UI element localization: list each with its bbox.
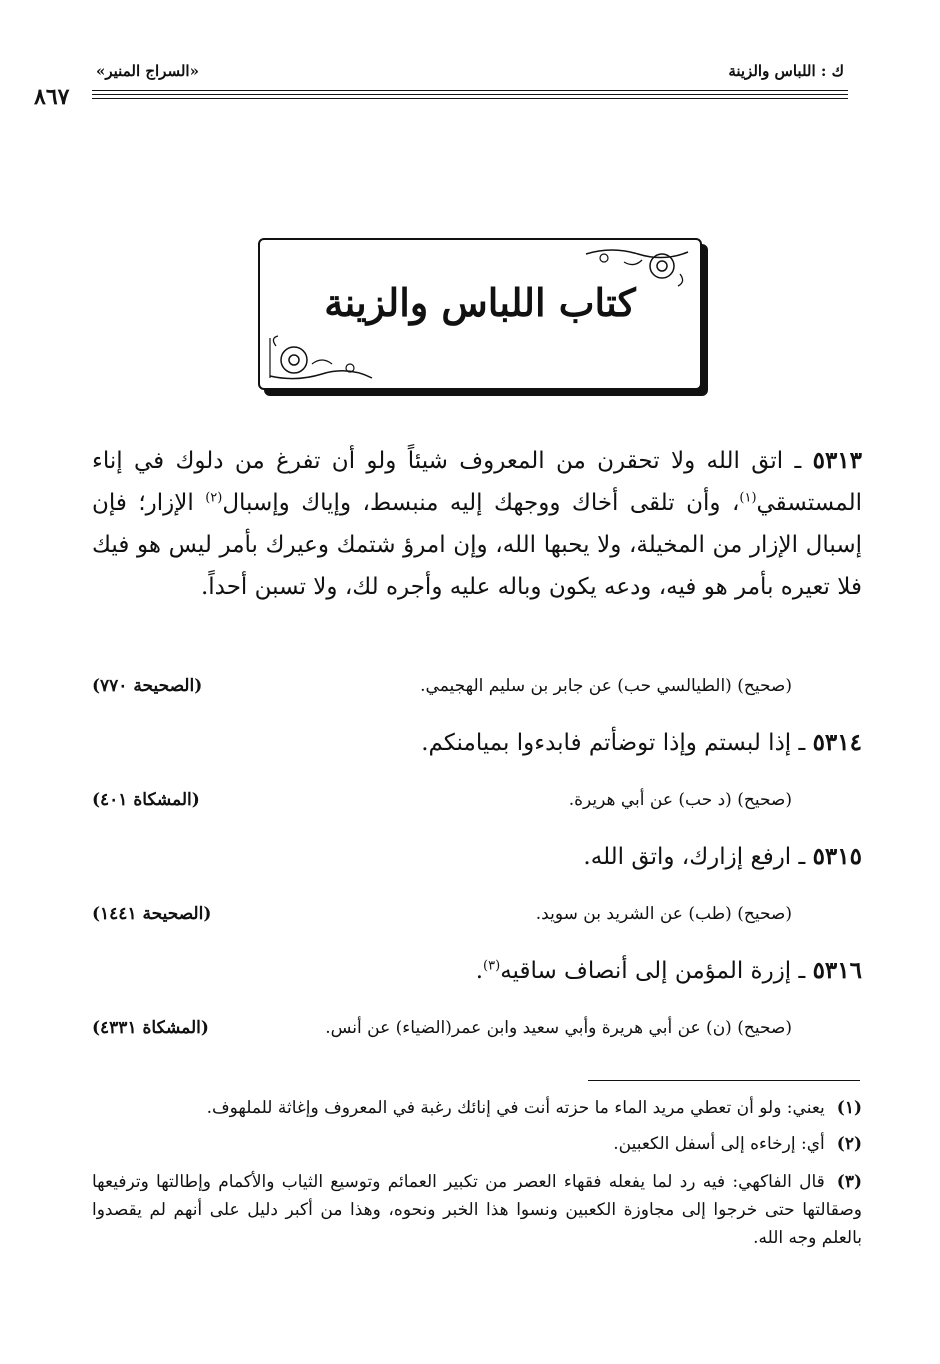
running-header-book-title: «السراج المنير»: [96, 62, 199, 80]
hadith-text: إزرة المؤمن إلى أنصاف ساقيه: [500, 958, 792, 984]
footnote-text: يعني: ولو أن تعطي مريد الماء ما حزته أنت في إنائك رغبة في المعروف وإغاثة للملهوف.: [206, 1098, 825, 1118]
header-rule: [92, 94, 848, 95]
footnote-text: أي: إرخاءه إلى أسفل الكعبين.: [613, 1134, 825, 1154]
header-rule: [92, 98, 848, 99]
hadith-reference: (الصحيحة ٧٧٠): [92, 676, 203, 696]
hadith-source: (صحيح) (طب) عن الشريد بن سويد.: [535, 904, 792, 924]
hadith-number: ٥٣١٣: [812, 447, 863, 474]
hadith-text: إذا لبستم وإذا توضأتم فابدءوا بميامنكم.: [421, 730, 792, 756]
floral-ornament-icon: [266, 334, 376, 384]
hadith-text: ، وأن تلقى أخاك ووجهك إليه منبسط، وإياك وإسبال: [222, 490, 740, 516]
hadith-source: (صحيح) (ن) عن أبي هريرة وأبي سعيد وابن عمر(الضياء) عن أنس.: [325, 1018, 792, 1038]
hadith-number: ٥٣١٥: [812, 843, 862, 870]
header-rule: [92, 90, 848, 91]
hadith-source-row: [92, 790, 792, 820]
chapter-title-box: [258, 238, 702, 390]
footnote-text: قال الفاكهي: فيه رد لما يفعله فقهاء العصر من تكبير العمائم وتوسيع الثياب والأكمام وإطالتها وترفيعها وصقالتها حتى خرجوا إلى مجاوزة الكعبين ونسوا هذا الخبر ونحوه، وهذا من أكبر دليل على أنهم لم يقصدوا بالعلم وجه الله.: [92, 1172, 862, 1248]
hadith-source-row: [92, 1018, 792, 1048]
footnote-marker: (١): [739, 490, 757, 506]
hadith-number: ٥٣١٤: [812, 729, 862, 756]
footnote-2: [92, 1130, 862, 1158]
footnote-number: (١): [836, 1098, 862, 1118]
footnote-3: [92, 1168, 862, 1252]
hadith-text: الإزار؛ فإن إسبال الإزار من المخيلة، ولا يحبها الله، وإن امرؤ شتمك وعيرك بأمر ليس هو فيك فلا تعيره بأمر هو فيه، ودعه يكون وباله عليه وأجره لك، ولا تسبن أحداً.: [92, 490, 862, 600]
chapter-title: كتاب اللباس والزينة: [324, 280, 636, 325]
footnote-number: (٢): [836, 1134, 862, 1154]
footnote-marker: (٣): [483, 958, 501, 974]
hadith-reference: (المشكاة ٤٣٣١): [92, 1018, 209, 1038]
hadith-number: ٥٣١٦: [812, 957, 862, 984]
footnote-1: [92, 1094, 862, 1122]
hadith-source: (صحيح) (الطيالسي حب) عن جابر بن سليم الهجيمي.: [420, 676, 792, 696]
hadith-5316: ٥٣١٦ ـ إزرة المؤمن إلى أنصاف ساقيه$^{(٣)}$.: [475, 957, 862, 984]
hadith-source-row: [92, 904, 792, 934]
hadith-5315: ٥٣١٥ ـ ارفع إزارك، واتق الله.: [583, 843, 862, 870]
hadith-source: (صحيح) (د حب) عن أبي هريرة.: [568, 790, 792, 810]
hadith-text: ارفع إزارك، واتق الله.: [583, 844, 792, 870]
footnote-marker: (٢): [205, 490, 223, 506]
hadith-source-row: [92, 676, 792, 706]
footnote-number: (٣): [836, 1172, 862, 1192]
hadith-5314: ٥٣١٤ ـ إذا لبستم وإذا توضأتم فابدءوا بميامنكم.: [421, 729, 862, 756]
hadith-reference: (المشكاة ٤٠١): [92, 790, 200, 810]
hadith-reference: (الصحيحة ١٤٤١): [92, 904, 212, 924]
footnote-separator: [588, 1080, 860, 1081]
page-number: ٨٦٧: [34, 84, 70, 110]
hadith-text: اتق الله ولا تحقرن من المعروف شيئاً ولو أن تفرغ من دلوك في إناء المستسقي: [92, 448, 862, 516]
hadith-5313: ٥٣١٣ ـ اتق الله ولا تحقرن من المعروف شيئاً ولو أن تفرغ من دلوك في إناء المستسقي$^{(١)}$، وأن تلقى أخاك ووجهك إليه منبسط، وإياك وإسبال$^{(٢)}$ الإزار؛ فإن إسبال الإزار من المخيلة، ولا يحبها الله، وإن امرؤ شتمك وعيرك بأمر ليس هو فيك فلا تعيره بأمر هو فيه، ودعه يكون وباله عليه وأجره لك، ولا تسبن أحداً.: [92, 447, 863, 600]
running-header-chapter: ك : اللباس والزينة: [728, 62, 844, 80]
